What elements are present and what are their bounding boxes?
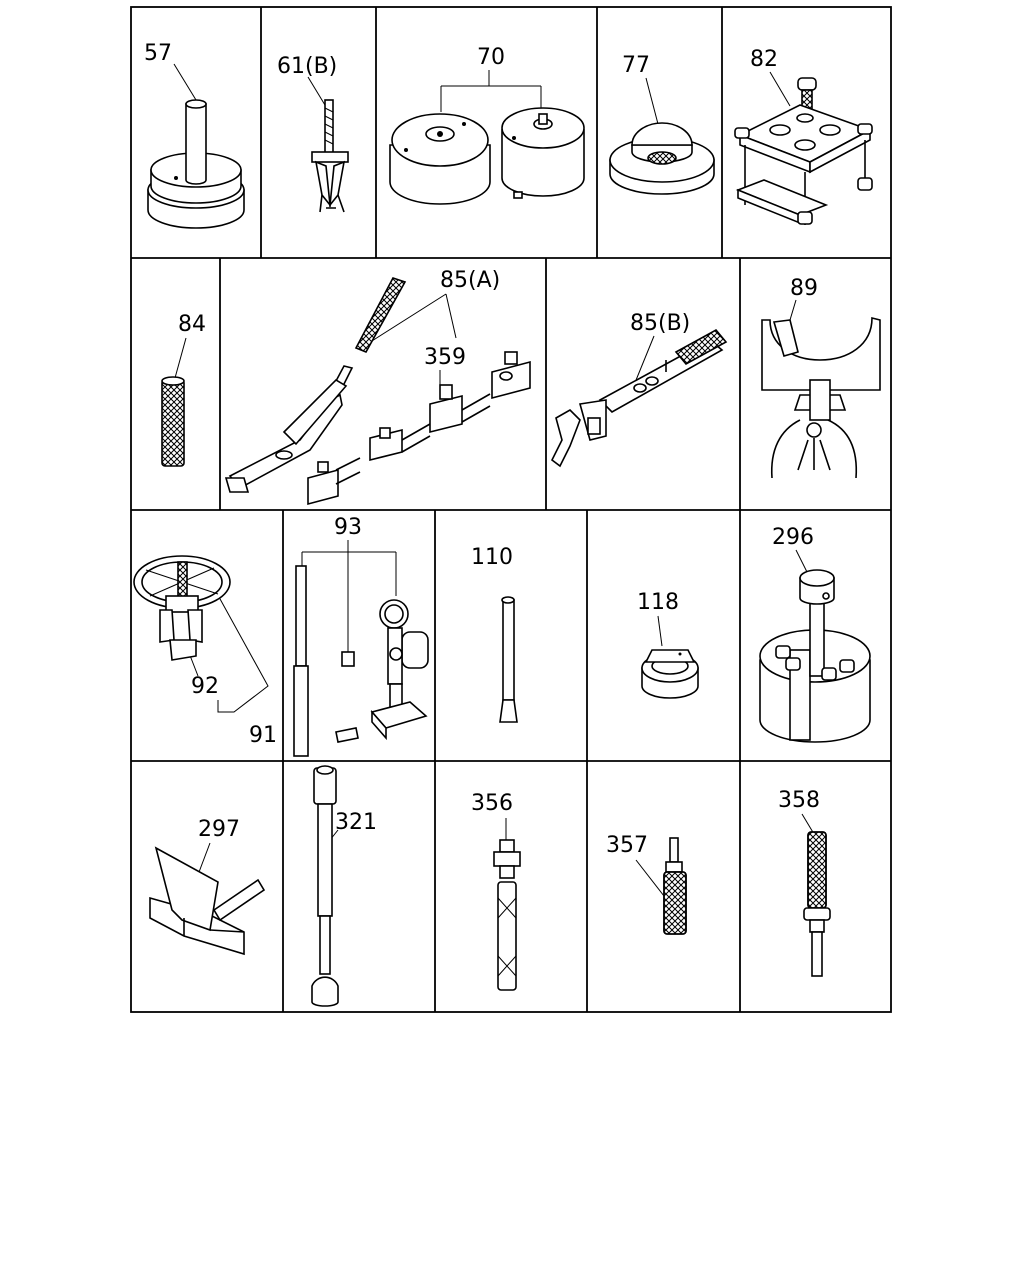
cell-110 bbox=[471, 545, 517, 722]
tool-84-drawing bbox=[162, 377, 184, 466]
tool-82-drawing bbox=[735, 78, 872, 225]
tool-85a-lever bbox=[226, 278, 405, 492]
label-296: 296 bbox=[772, 525, 814, 550]
label-297: 297 bbox=[198, 817, 240, 842]
cell-357 bbox=[606, 833, 686, 934]
cell-70 bbox=[390, 45, 584, 204]
label-85b: 85(B) bbox=[630, 311, 691, 336]
tool-296-drawing bbox=[760, 570, 870, 742]
cell-93 bbox=[294, 515, 428, 756]
label-359: 359 bbox=[424, 345, 466, 370]
label-358: 358 bbox=[778, 788, 820, 813]
tool-57-drawing bbox=[148, 100, 244, 228]
label-93: 93 bbox=[334, 515, 362, 540]
label-91: 91 bbox=[249, 723, 277, 748]
tool-321-drawing bbox=[312, 766, 338, 1006]
label-82: 82 bbox=[750, 47, 778, 72]
cell-85a bbox=[226, 268, 530, 504]
cell-82 bbox=[735, 47, 872, 225]
label-77: 77 bbox=[622, 53, 650, 78]
tool-297-drawing bbox=[150, 848, 264, 954]
label-61b: 61(B) bbox=[277, 54, 338, 79]
tool-89-drawing bbox=[762, 318, 880, 478]
tool-110-drawing bbox=[500, 597, 517, 722]
label-110: 110 bbox=[471, 545, 513, 570]
label-356: 356 bbox=[471, 791, 513, 816]
tool-61b-drawing bbox=[312, 100, 348, 212]
tool-356-drawing bbox=[494, 840, 520, 990]
tool-93-drawing bbox=[294, 566, 428, 756]
cell-321 bbox=[312, 766, 377, 1006]
tool-85b-drawing bbox=[552, 330, 726, 466]
cell-85b bbox=[552, 311, 726, 466]
cell-91-92 bbox=[134, 556, 277, 748]
cell-358 bbox=[778, 788, 830, 976]
label-70: 70 bbox=[477, 45, 505, 70]
label-89: 89 bbox=[790, 276, 818, 301]
label-92: 92 bbox=[191, 674, 219, 699]
tool-358-drawing bbox=[804, 832, 830, 976]
label-85a: 85(A) bbox=[440, 268, 501, 293]
cell-297 bbox=[150, 817, 264, 954]
tool-91-92-drawing bbox=[134, 556, 230, 660]
tool-357-drawing bbox=[664, 838, 686, 934]
label-57: 57 bbox=[144, 41, 172, 66]
tool-77-drawing bbox=[610, 123, 714, 194]
cell-118 bbox=[637, 590, 698, 698]
cell-57 bbox=[144, 41, 244, 228]
tool-70-housing-left bbox=[390, 114, 490, 204]
label-118: 118 bbox=[637, 590, 679, 615]
cell-84 bbox=[162, 312, 206, 466]
tool-70-housing-right bbox=[502, 108, 584, 198]
cell-356 bbox=[471, 791, 520, 990]
cell-89 bbox=[762, 276, 880, 478]
label-357: 357 bbox=[606, 833, 648, 858]
label-84: 84 bbox=[178, 312, 206, 337]
cell-296 bbox=[760, 525, 870, 742]
cell-61b bbox=[277, 54, 348, 212]
cell-77 bbox=[610, 53, 714, 194]
tool-118-drawing bbox=[642, 650, 698, 698]
label-321: 321 bbox=[335, 810, 377, 835]
